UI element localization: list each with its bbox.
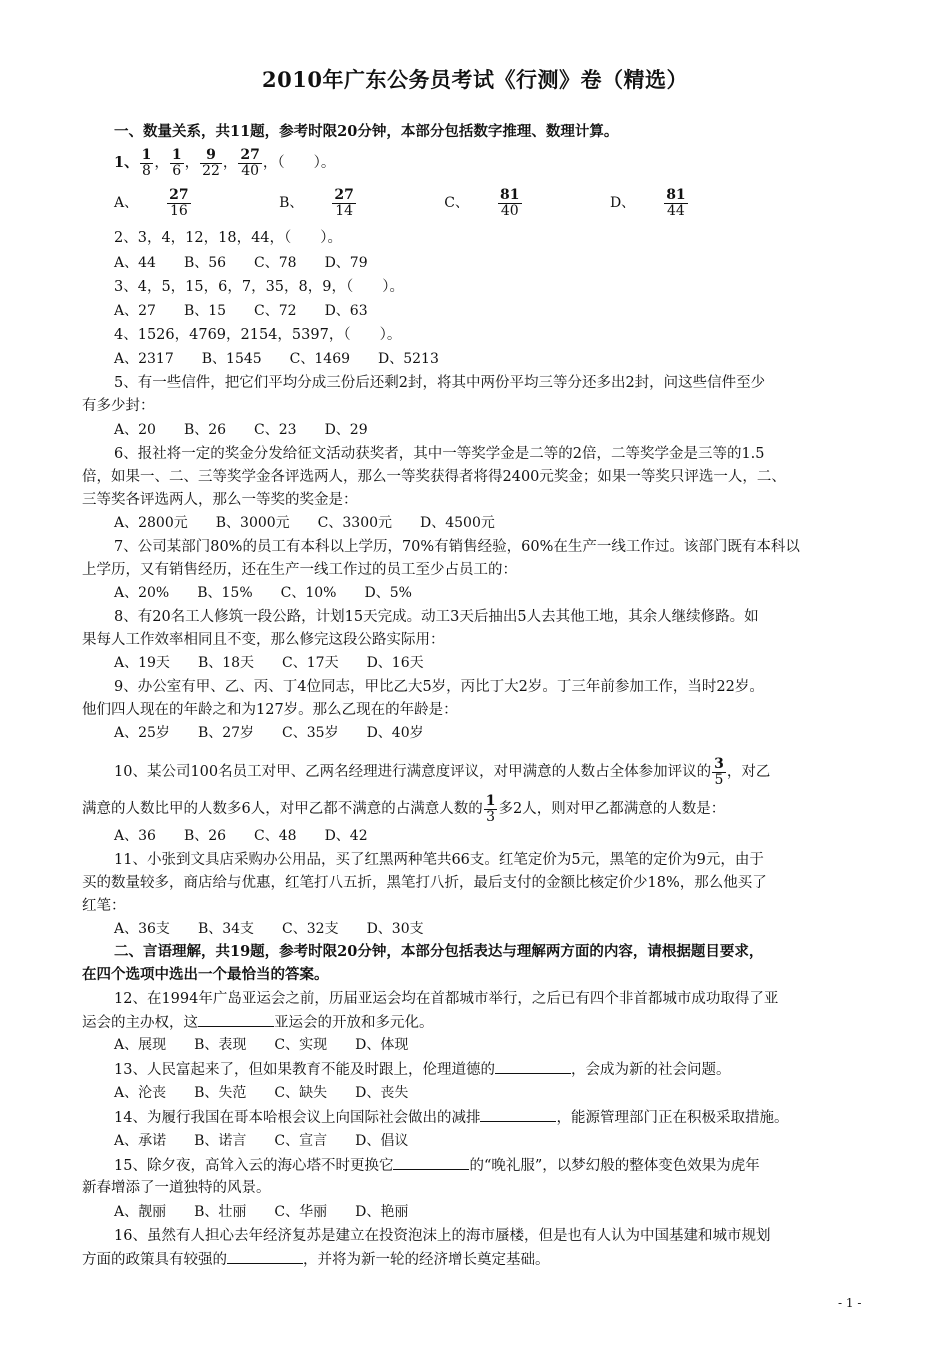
option-a: A、 $\frac{27}{16}$ bbox=[114, 186, 189, 219]
question-6-line-3: 三等奖各评选两人，那么一等奖的奖金是： bbox=[82, 492, 358, 508]
fraction: $\frac{27}{40}$ bbox=[240, 146, 260, 179]
question-8-options: A、19天 B、18天 C、17天 D、16天 bbox=[114, 655, 424, 671]
question-number: 1、 bbox=[114, 154, 139, 171]
question-7-line-2: 上学历，又有销售经历，还在生产一线工作过的员工至少占员工的： bbox=[82, 562, 517, 578]
answer-blank bbox=[198, 1012, 274, 1027]
question-5-line-1: 5、有一些信件，把它们平均分成三份后还剩2封，将其中两份平均三等分还多出2封，问这些信件至少 bbox=[114, 375, 766, 391]
fraction: $\frac{3}{5}$ bbox=[714, 755, 724, 788]
section-heading-verbal-line-2: 在四个选项中选出一个最恰当的答案。 bbox=[82, 966, 329, 983]
question-16-line-1: 16、虽然有人担心去年经济复苏是建立在投资泡沫上的海市蜃楼，但是也有人认为中国基建和城市规划 bbox=[114, 1228, 771, 1244]
question-5-line-2: 有多少封： bbox=[82, 398, 155, 414]
question-6-line-1: 6、报社将一定的奖金分发给征文活动获奖者，其中一等奖学金是二等的2倍，二等奖学金是三等的1.5 bbox=[114, 446, 765, 462]
question-2: 2、3，4，12，18，44，（ ）。 bbox=[114, 230, 343, 246]
question-11-options: A、36支 B、34支 C、32支 D、30支 bbox=[114, 921, 424, 937]
section-heading-verbal-line-1: 二、言语理解，共19题，参考时限20分钟，本部分包括表达与理解两方面的内容，请根据题目要求， bbox=[114, 943, 764, 960]
question-3-options: A、27 B、15 C、72 D、63 bbox=[114, 303, 368, 319]
question-12-line-1: 12、在1994年广岛亚运会之前，历届亚运会均在首都城市举行，之后已有四个非首都城市成功取得了亚 bbox=[114, 991, 779, 1007]
question-9-options: A、25岁 B、27岁 C、35岁 D、40岁 bbox=[114, 725, 424, 741]
answer-blank bbox=[227, 1249, 303, 1264]
question-3: 3、4，5，15，6，7，35，8，9，（ ）。 bbox=[114, 279, 404, 295]
fraction: $\frac{9}{22}$ bbox=[202, 146, 220, 179]
option-b: B、 $\frac{27}{14}$ bbox=[279, 186, 354, 219]
question-12-options: A、展现 B、表现 C、实现 D、体现 bbox=[114, 1037, 409, 1053]
page-title: 2010年广东公务员考试《行测》卷（精选） bbox=[262, 67, 688, 92]
question-15-line-1: 15、除夕夜，高耸入云的海心塔不时更换它 的“晚礼服”，以梦幻般的整体变色效果为虎年 bbox=[114, 1155, 760, 1176]
question-16-line-2: 方面的政策具有较强的 ，并将为新一轮的经济增长奠定基础。 bbox=[82, 1249, 550, 1270]
question-14-options: A、承诺 B、诺言 C、宣言 D、倡议 bbox=[114, 1133, 409, 1149]
section-heading-quant: 一、数量关系，共11题，参考时限20分钟，本部分包括数字推理、数理计算。 bbox=[114, 123, 619, 140]
question-9-line-1: 9、办公室有甲、乙、丙、丁4位同志，甲比乙大5岁，丙比丁大2岁。丁三年前参加工作，当时22岁。 bbox=[114, 679, 764, 695]
question-6-options: A、2800元 B、3000元 C、3300元 D、4500元 bbox=[114, 515, 495, 531]
answer-blank bbox=[393, 1155, 469, 1170]
question-10-line-1: 10、某公司100名员工对甲、乙两名经理进行满意度评议，对甲满意的人数占全体参加评议的 $\frac{3}{5}$ ，对乙 bbox=[114, 755, 771, 788]
option-d: D、 $\frac{81}{44}$ bbox=[609, 186, 686, 219]
question-10-options: A、36 B、26 C、48 D、42 bbox=[114, 828, 368, 844]
question-7-line-1: 7、公司某部门80%的员工有本科以上学历，70%有销售经验，60%在生产一线工作过。该部门既有本科以 bbox=[114, 539, 800, 555]
fraction: $\frac{1}{3}$ bbox=[485, 792, 496, 825]
question-8-line-1: 8、有20名工人修筑一段公路，计划15天完成。动工3天后抽出5人去其他工地，其余人继续修路。如 bbox=[114, 609, 759, 625]
question-1-options bbox=[114, 186, 772, 220]
fraction: $\frac{1}{6}$ bbox=[171, 146, 182, 179]
question-9-line-2: 他们四人现在的年龄之和为127岁。那么乙现在的年龄是： bbox=[82, 702, 458, 718]
question-12-line-2: 运会的主办权，这 亚运会的开放和多元化。 bbox=[82, 1012, 434, 1033]
question-11-line-3: 红笔： bbox=[82, 898, 126, 914]
answer-blank bbox=[480, 1107, 556, 1122]
question-2-options: A、44 B、56 C、78 D、79 bbox=[114, 255, 368, 271]
question-15-options: A、靓丽 B、壮丽 C、华丽 D、艳丽 bbox=[114, 1204, 409, 1220]
question-4: 4、1526，4769，2154，5397，（ ）。 bbox=[114, 327, 402, 343]
question-7-options: A、20% B、15% C、10% D、5% bbox=[114, 585, 412, 601]
answer-blank bbox=[495, 1059, 571, 1074]
question-15-line-2: 新春增添了一道独特的风景。 bbox=[82, 1180, 271, 1196]
fraction: $\frac{1}{8}$ bbox=[141, 146, 152, 179]
question-6-line-2: 倍，如果一、二、三等奖学金各评选两人，那么一等奖获得者将得2400元奖金；如果一等奖只评选一人，二、 bbox=[82, 469, 786, 485]
question-8-line-2: 果每人工作效率相同且不变，那么修完这段公路实际用： bbox=[82, 632, 445, 648]
question-11-line-1: 11、小张到文具店采购办公用品，买了红黑两种笔共66支。红笔定价为5元，黑笔的定价为9元，由于 bbox=[114, 852, 764, 868]
option-c: C、 $\frac{81}{40}$ bbox=[444, 186, 520, 219]
page-number: - 1 - bbox=[838, 1296, 862, 1310]
question-11-line-2: 买的数量较多，商店给与优惠，红笔打八五折，黑笔打八折，最后支付的金额比核定价少18%，那么他买了 bbox=[82, 875, 767, 891]
question-4-options: A、2317 B、1545 C、1469 D、5213 bbox=[114, 351, 439, 367]
question-14: 14、为履行我国在哥本哈根会议上向国际社会做出的减排 ，能源管理部门正在积极采取措施。 bbox=[114, 1107, 788, 1128]
question-13-options: A、沦丧 B、失范 C、缺失 D、丧失 bbox=[114, 1085, 409, 1101]
question-13: 13、人民富起来了，但如果教育不能及时跟上，伦理道德的 ，会成为新的社会问题。 bbox=[114, 1059, 730, 1080]
question-10-line-2: 满意的人数比甲的人数多6人，对甲乙都不满意的占满意人数的 $\frac{1}{3}$ 多2人，则对甲乙都满意的人数是： bbox=[82, 792, 726, 825]
question-5-options: A、20 B、26 C、23 D、29 bbox=[114, 422, 368, 438]
question-1: 1、 $\frac{1}{8}$ ， $\frac{1}{6}$ ， $\frac{9}{22}$ ， $\frac{27}{40}$ ，（ ）。 bbox=[114, 146, 336, 179]
